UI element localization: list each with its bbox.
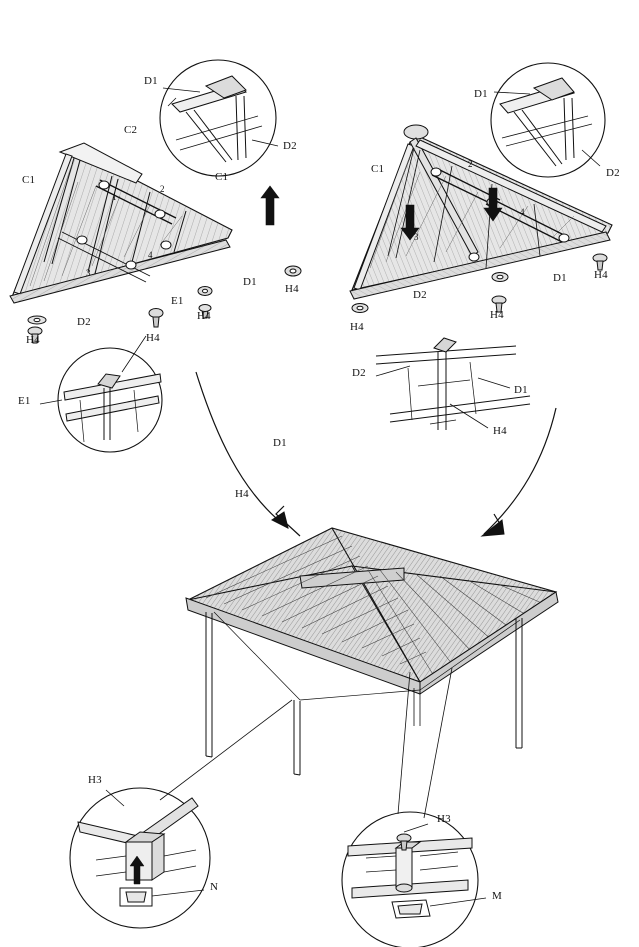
label-d2-rail-right: D2 <box>413 289 427 301</box>
svg-text:4: 4 <box>148 250 153 260</box>
svg-text:2: 2 <box>160 184 165 194</box>
label-c1-left: C1 <box>22 174 36 186</box>
svg-text:2: 2 <box>468 159 473 169</box>
label-h4-middle: H4 <box>235 488 249 500</box>
label-d2-detail-left: D2 <box>283 140 297 152</box>
label-d2-rail-left: D2 <box>77 316 91 328</box>
label-d2-detail-right: D2 <box>606 167 620 179</box>
label-h4-tr-right: H4 <box>594 269 608 281</box>
svg-text:4: 4 <box>520 207 525 217</box>
label-d1-detail-right: D1 <box>474 88 488 100</box>
label-h3-bottom-right: H3 <box>437 813 451 825</box>
label-d1-detail-left: D1 <box>144 75 158 87</box>
label-h4-tl-b: H4 <box>197 310 211 322</box>
svg-text:3: 3 <box>86 268 91 278</box>
label-d1-rail-left: D1 <box>243 276 257 288</box>
detail-circle-tr <box>491 63 605 177</box>
detail-joint-tr <box>376 338 530 430</box>
label-h4-tl-c: H4 <box>146 332 160 344</box>
flow-arrows <box>196 372 556 536</box>
svg-text:1: 1 <box>112 192 117 202</box>
label-h4-tl-d: H4 <box>26 334 40 346</box>
label-n-bracket: N <box>210 881 219 893</box>
detail-circle-e1 <box>40 336 162 452</box>
svg-text:3: 3 <box>414 232 419 242</box>
label-h3-bottom-left: H3 <box>88 774 102 786</box>
label-h4-detail-joint: H4 <box>493 425 507 437</box>
detail-circle-tl <box>160 60 278 176</box>
label-h4-tr-left: H4 <box>350 321 364 333</box>
label-d1-middle: D1 <box>273 437 287 449</box>
label-d1-rail-right: D1 <box>553 272 567 284</box>
label-e1-detail: E1 <box>18 395 31 407</box>
label-c2: C2 <box>124 124 138 136</box>
label-h4-tr-mid: H4 <box>490 309 504 321</box>
label-h4-tl-a: H4 <box>285 283 299 295</box>
label-d1-detail-joint: D1 <box>514 384 528 396</box>
label-c1-right: C1 <box>215 171 229 183</box>
label-c1-tr: C1 <box>371 163 385 175</box>
label-e1-top: E1 <box>171 295 184 307</box>
detail-circle-bl <box>70 700 292 928</box>
label-d2-detail-joint: D2 <box>352 367 366 379</box>
label-m-bracket: M <box>492 890 502 902</box>
